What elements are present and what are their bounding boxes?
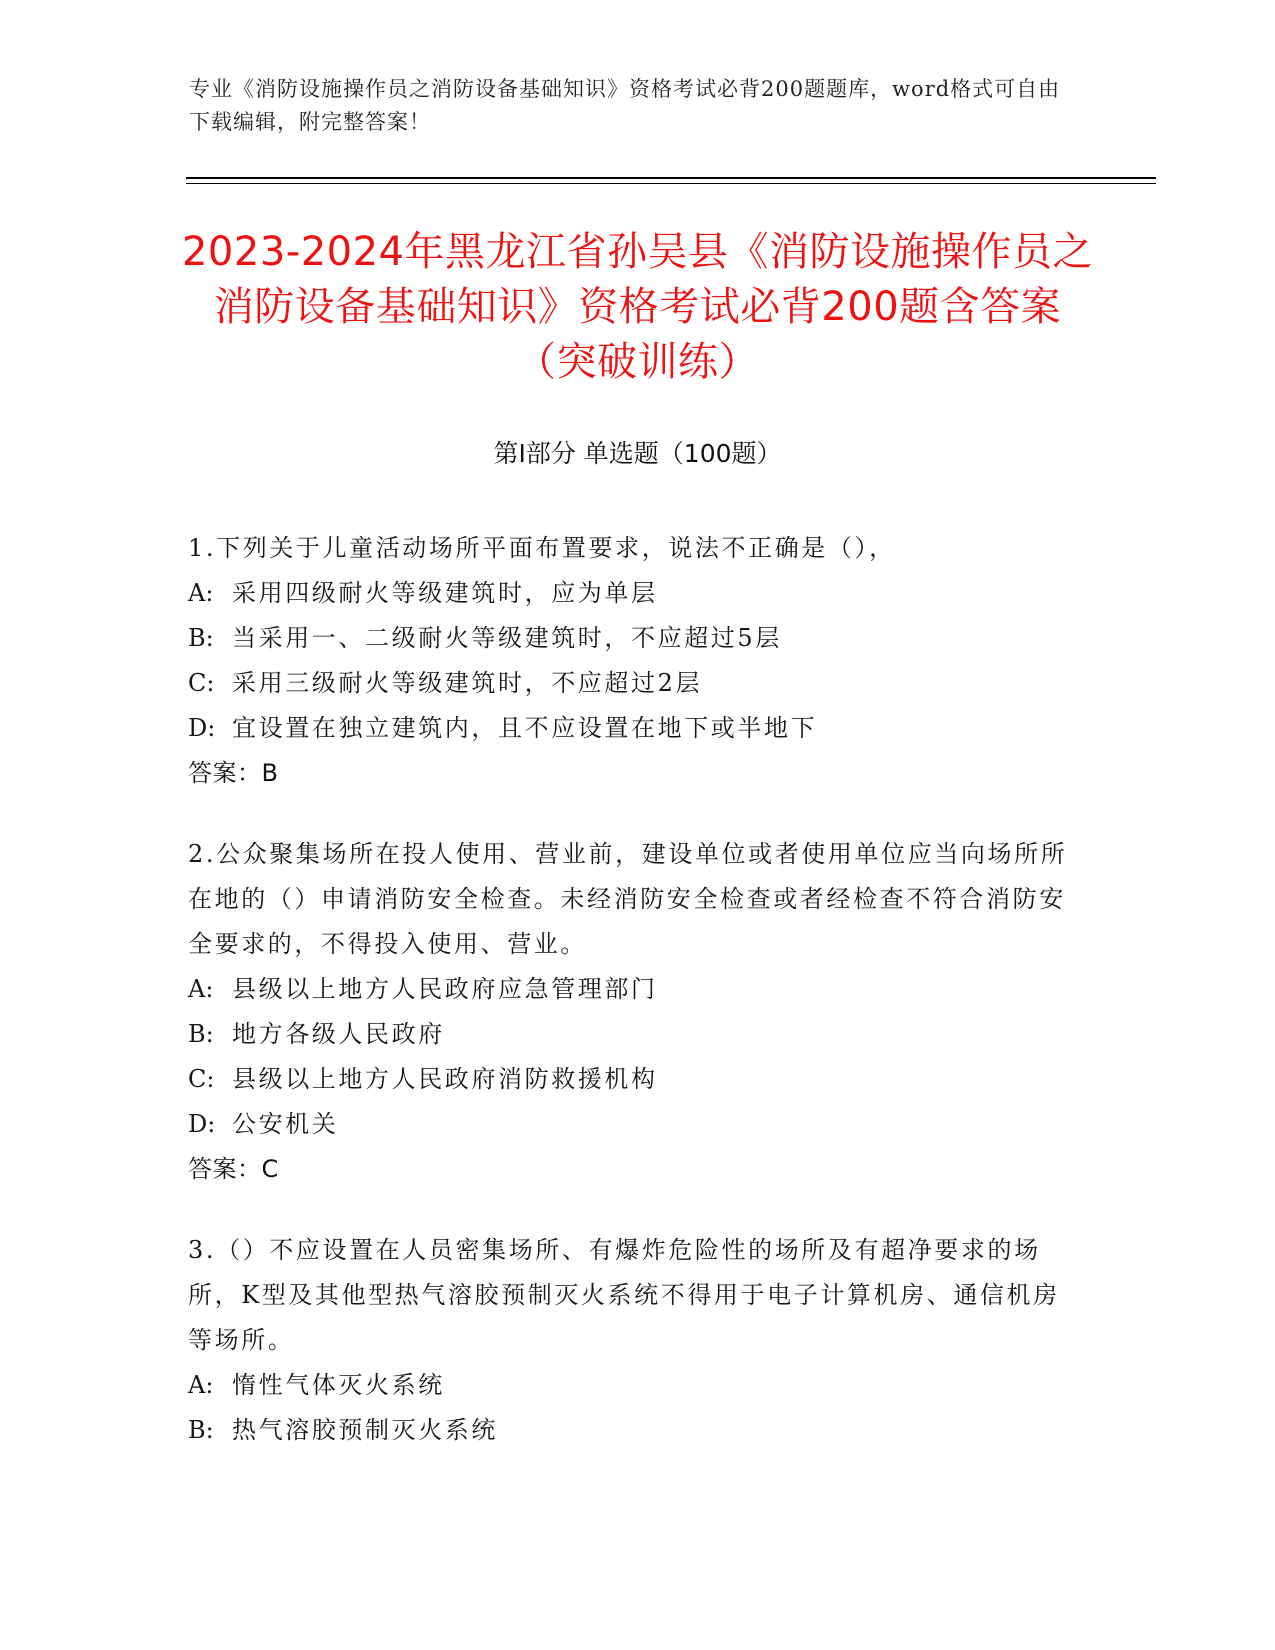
- option-d: [188, 1102, 1068, 1147]
- option-text: 当采用一、二级耐火等级建筑时，不应超过5层: [232, 624, 782, 652]
- answer-line: 答案：B: [188, 759, 279, 787]
- option-letter: D:: [188, 1110, 216, 1138]
- option-letter: B:: [188, 1416, 214, 1444]
- option-letter: D:: [188, 714, 216, 742]
- answer-line: 答案：C: [188, 1155, 279, 1183]
- option-text: 采用四级耐火等级建筑时，应为单层: [232, 579, 658, 607]
- option-letter: A:: [188, 1371, 214, 1399]
- option-letter: A:: [188, 579, 214, 607]
- option-text: 采用三级耐火等级建筑时，不应超过2层: [232, 669, 703, 697]
- option-d: [188, 706, 1068, 751]
- question-list: [188, 526, 1068, 1489]
- question-3: [188, 1228, 1068, 1453]
- option-c: [188, 661, 1068, 706]
- option-letter: C:: [188, 1065, 215, 1093]
- document-title: 2023-2024年黑龙江省孙吴县《消防设施操作员之消防设备基础知识》资格考试必背200题含答案（突破训练）: [181, 229, 1094, 385]
- question-stem: 2.公众聚集场所在投人使用、营业前，建设单位或者使用单位应当向场所所在地的（）申请消防安全检查。未经消防安全检查或者经检查不符合消防安全要求的，不得投入使用、营业。: [188, 840, 1068, 958]
- question-stem: 3.（）不应设置在人员密集场所、有爆炸危险性的场所及有超净要求的场所，K型及其他型热气溶胶预制灭火系统不得用于电子计算机房、通信机房等场所。: [188, 1236, 1060, 1354]
- header-rule-thick: [186, 177, 1156, 179]
- option-a: [188, 967, 1068, 1012]
- option-text: 热气溶胶预制灭火系统: [232, 1416, 498, 1444]
- option-letter: B:: [188, 1020, 214, 1048]
- option-b: [188, 1012, 1068, 1057]
- question-stem: 1.下列关于儿童活动场所平面布置要求，说法不正确是（），: [188, 534, 896, 562]
- option-text: 地方各级人民政府: [232, 1020, 445, 1048]
- header-note: 专业《消防设施操作员之消防设备基础知识》资格考试必背200题题库，word格式可自由下载编辑，附完整答案！: [189, 77, 1061, 134]
- option-text: 县级以上地方人民政府应急管理部门: [232, 975, 658, 1003]
- question-1: [188, 526, 1068, 796]
- option-c: [188, 1057, 1068, 1102]
- option-letter: A:: [188, 975, 214, 1003]
- option-text: 惰性气体灭火系统: [232, 1371, 445, 1399]
- option-a: [188, 1363, 1068, 1408]
- option-letter: B:: [188, 624, 214, 652]
- section-title: 第I部分 单选题（100题）: [493, 439, 782, 468]
- option-text: 县级以上地方人民政府消防救援机构: [232, 1065, 658, 1093]
- option-b: [188, 1408, 1068, 1453]
- option-text: 宜设置在独立建筑内，且不应设置在地下或半地下: [232, 714, 818, 742]
- option-text: 公安机关: [232, 1110, 339, 1138]
- question-2: [188, 832, 1068, 1192]
- option-b: [188, 616, 1068, 661]
- option-a: [188, 571, 1068, 616]
- header-rule-thin: [186, 183, 1156, 184]
- option-letter: C:: [188, 669, 215, 697]
